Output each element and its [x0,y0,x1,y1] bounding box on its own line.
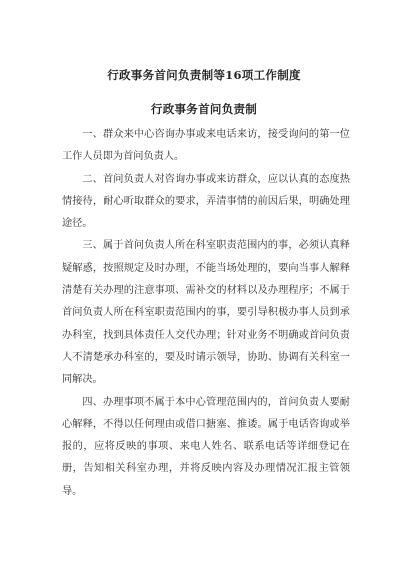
document-subtitle: 行政事务首问负责制 [150,102,258,116]
paragraph-2: 二、首问负责人对咨询办事或来访群众，应以认真的态度热情接待，耐心听取群众的要求，弄清事情的前因后果，明确处理途径。 [62,173,350,230]
paragraph-3: 三、属于首问负责人所在科室职责范围内的事，必须认真释疑解惑，按照规定及时办理，不能当场处理的，要向当事人解释清楚有关办理的注意事项、需补交的材料以及办理程序；不属于首问负责人所在科室职责范围内的事，要引导积极办事人员到承办科室，找到具体责任人交代办理；针对业务不明确或首问负责人不清楚承办科室的，要及时请示领导，协助、协调有关科室一同解决。 [62,240,350,386]
document-body [62,124,350,503]
paragraph-1: 一、群众来中心咨询办事或来电话来访，接受询问的第一位工作人员即为首问负责人。 [62,129,350,163]
paragraph-4: 四、办理事项不属于本中心管理范围内的，首问负责人要耐心解释，不得以任何理由或借口搪塞、推诿。属于电话咨询或举报的，应将反映的事项、来电人姓名、联系电话等详细登记在册，告知相关科室办理，并将反映内容及办理情况汇报主管领导。 [62,396,350,497]
document-title: 行政事务首问负责制等16项工作制度 [107,68,301,82]
